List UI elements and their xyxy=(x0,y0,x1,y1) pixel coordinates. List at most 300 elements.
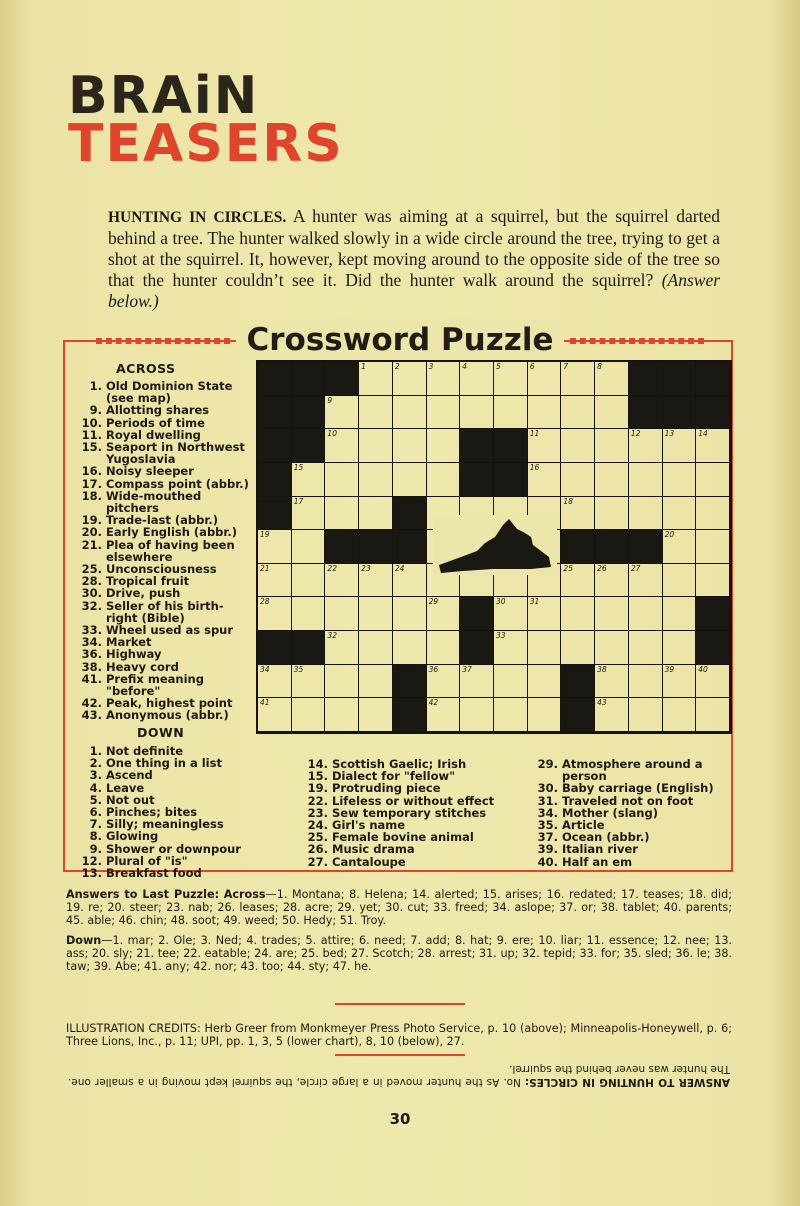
grid-cell xyxy=(595,429,629,463)
grid-cell xyxy=(393,698,427,732)
grid-cell xyxy=(561,396,595,430)
grid-cell xyxy=(528,631,562,665)
clue-text: Article xyxy=(562,818,605,833)
down-clue-list-1 xyxy=(80,745,260,879)
cell-number: 16 xyxy=(529,462,540,472)
down-clue-list-3 xyxy=(536,758,732,868)
grid-cell xyxy=(595,631,629,665)
grid-cell xyxy=(595,463,629,497)
grid-cell xyxy=(595,396,629,430)
clue-text: Cantaloupe xyxy=(332,854,406,869)
clue-text: Shower or downpour xyxy=(106,841,241,856)
grid-cell xyxy=(359,362,393,396)
grid-cell xyxy=(663,564,697,598)
cell-number: 17 xyxy=(293,496,304,506)
grid-cell xyxy=(595,698,629,732)
grid-cell xyxy=(561,463,595,497)
grid-cell xyxy=(595,497,629,531)
cell-number: 20 xyxy=(664,530,675,540)
clue-number: 18. xyxy=(81,488,102,503)
clue-item xyxy=(80,709,252,721)
grid-cell xyxy=(561,564,595,598)
grid-cell xyxy=(427,597,461,631)
grid-cell xyxy=(528,698,562,732)
puzzle-title: Crossword Puzzle xyxy=(236,318,564,362)
clue-number: 32. xyxy=(81,598,102,613)
grid-cell xyxy=(494,597,528,631)
clue-number: 37. xyxy=(537,830,558,845)
cell-number: 10 xyxy=(327,429,337,439)
grid-cell xyxy=(494,698,528,732)
grid-cell xyxy=(258,497,292,531)
clue-number: 19. xyxy=(307,781,328,796)
grid-cell xyxy=(696,631,730,665)
clue-text: Anonymous (abbr.) xyxy=(106,708,229,723)
grid-cell xyxy=(494,396,528,430)
grid-cell xyxy=(528,463,562,497)
grid-cell xyxy=(629,564,663,598)
upside-answer-label: ANSWER TO HUNTING IN CIRCLES: xyxy=(524,1076,730,1088)
grid-cell xyxy=(494,463,528,497)
clue-text: Lifeless or without effect xyxy=(332,793,495,808)
grid-cell xyxy=(696,530,730,564)
grid-cell xyxy=(629,631,663,665)
clue-text: Early English (abbr.) xyxy=(106,525,238,540)
clue-number: 8. xyxy=(89,829,102,844)
grid-cell xyxy=(561,698,595,732)
grid-cell xyxy=(663,631,697,665)
clue-number: 43. xyxy=(81,708,102,723)
grid-cell xyxy=(663,497,697,531)
clue-item xyxy=(80,867,260,879)
grid-cell xyxy=(696,497,730,531)
page-number: 30 xyxy=(389,1110,411,1128)
clue-number: 5. xyxy=(89,792,102,807)
cell-number: 27 xyxy=(630,563,641,573)
grid-cell xyxy=(393,597,427,631)
cell-number: 8 xyxy=(597,362,602,371)
cell-number: 33 xyxy=(496,631,506,641)
separator-rule-1 xyxy=(335,1003,465,1005)
clue-text: Unconsciousness xyxy=(106,562,217,577)
clue-text: Silly; meaningless xyxy=(106,817,224,832)
clue-text: Ocean (abbr.) xyxy=(562,830,650,845)
cell-number: 37 xyxy=(462,664,472,674)
clue-number: 27. xyxy=(307,854,328,869)
grid-cell xyxy=(696,429,730,463)
grid-cell xyxy=(325,530,359,564)
cell-number: 7 xyxy=(563,362,569,371)
grid-cell xyxy=(359,564,393,598)
clue-text: Pinches; bites xyxy=(106,805,198,820)
clue-text: Not out xyxy=(106,792,155,807)
answers-across-label: Across xyxy=(223,888,266,901)
cell-number: 40 xyxy=(698,664,708,674)
grid-cell xyxy=(528,597,562,631)
grid-cell xyxy=(528,665,562,699)
intro-heading: HUNTING IN CIRCLES. xyxy=(108,209,287,226)
clue-number: 1. xyxy=(89,379,102,393)
grid-cell xyxy=(325,597,359,631)
grid-cell xyxy=(258,463,292,497)
brain-teasers-title xyxy=(68,66,344,174)
grid-cell xyxy=(393,429,427,463)
grid-cell xyxy=(292,631,326,665)
grid-cell xyxy=(427,463,461,497)
cell-number: 23 xyxy=(361,563,371,573)
grid-cell xyxy=(393,396,427,430)
clue-text: Seller of his birth-right (Bible) xyxy=(106,598,224,625)
clue-text: Old Dominion State (see map) xyxy=(106,379,233,406)
clue-text: Ascend xyxy=(106,768,153,783)
separator-rule-2 xyxy=(335,1054,465,1056)
grid-cell xyxy=(460,463,494,497)
grid-cell xyxy=(325,497,359,531)
clue-text: Drive, push xyxy=(106,586,181,601)
cell-number: 14 xyxy=(698,429,708,439)
grid-cell xyxy=(325,396,359,430)
clue-number: 26. xyxy=(307,842,328,857)
clue-text: Music drama xyxy=(332,842,415,857)
clue-number: 9. xyxy=(89,403,102,418)
clue-text: Girl's name xyxy=(332,818,406,833)
grid-cell xyxy=(561,665,595,699)
clue-item xyxy=(306,856,516,868)
grid-cell xyxy=(460,597,494,631)
grid-cell xyxy=(663,362,697,396)
clue-number: 23. xyxy=(307,805,328,820)
grid-cell xyxy=(359,631,393,665)
grid-cell xyxy=(359,665,393,699)
grid-cell xyxy=(325,698,359,732)
intro-text: A hunter was aiming at a squirrel, but the squirrel darted behind a tree. The hunter walked slowly in a wide circle around the tree, trying to get a shot at the squirrel. It, however, kept moving around to the opposite side of the tree so that the hunter couldn’t see it. Did the hunter walk around the squirrel? xyxy=(108,206,720,290)
grid-cell xyxy=(696,564,730,598)
grid-cell xyxy=(595,362,629,396)
grid-cell xyxy=(494,665,528,699)
clue-number: 22. xyxy=(307,793,328,808)
grid-cell xyxy=(460,396,494,430)
grid-cell xyxy=(629,429,663,463)
cell-number: 18 xyxy=(563,496,573,506)
grid-cell xyxy=(359,597,393,631)
answers-across-line xyxy=(66,888,732,928)
grid-cell xyxy=(595,530,629,564)
answers-down-line xyxy=(66,934,732,974)
clue-text: Protruding piece xyxy=(332,781,441,796)
clue-text: Peak, highest point xyxy=(106,696,233,711)
clue-number: 1. xyxy=(89,744,102,758)
clue-text: Tropical fruit xyxy=(106,574,190,589)
cell-number: 22 xyxy=(327,563,337,573)
cell-number: 36 xyxy=(428,664,439,674)
clue-item xyxy=(536,758,732,782)
grid-cell xyxy=(325,429,359,463)
clue-text: Dialect for "fellow" xyxy=(332,769,456,784)
clue-item xyxy=(80,441,252,465)
cell-number: 25 xyxy=(563,563,573,573)
clue-item xyxy=(80,380,252,404)
intro-paragraph xyxy=(108,206,720,312)
clue-number: 15. xyxy=(307,769,328,784)
grid-cell xyxy=(292,429,326,463)
grid-cell xyxy=(292,362,326,396)
grid-cell xyxy=(629,530,663,564)
clue-text: Compass point (abbr.) xyxy=(106,476,249,491)
clue-text: Noisy sleeper xyxy=(106,464,194,479)
cell-number: 35 xyxy=(293,664,304,674)
clue-number: 39. xyxy=(537,842,558,857)
clue-text: Glowing xyxy=(106,829,159,844)
clue-number: 16. xyxy=(81,464,102,479)
grid-cell xyxy=(325,362,359,396)
cell-number: 38 xyxy=(597,664,607,674)
down-clue-list-2 xyxy=(306,758,516,868)
cell-number: 28 xyxy=(260,597,270,607)
clue-text: Plea of having been elsewhere xyxy=(106,537,235,564)
clue-text: Seaport in Northwest Yugoslavia xyxy=(106,440,245,467)
last-puzzle-answers xyxy=(66,888,732,973)
grid-cell xyxy=(292,564,326,598)
grid-cell xyxy=(561,362,595,396)
grid-cell xyxy=(258,396,292,430)
grid-cell xyxy=(696,698,730,732)
grid-cell xyxy=(393,362,427,396)
grid-cell xyxy=(663,665,697,699)
clue-number: 30. xyxy=(81,586,102,601)
grid-cell xyxy=(528,396,562,430)
clue-text: Baby carriage (English) xyxy=(562,781,714,796)
grid-cell xyxy=(258,698,292,732)
clue-item xyxy=(80,490,252,514)
grid-cell xyxy=(292,597,326,631)
grid-cell xyxy=(460,698,494,732)
grid-cell xyxy=(663,530,697,564)
clue-number: 20. xyxy=(81,525,102,540)
grid-cell xyxy=(393,665,427,699)
clue-number: 28. xyxy=(81,574,102,589)
grid-cell xyxy=(629,698,663,732)
grid-cell xyxy=(292,698,326,732)
clue-number: 3. xyxy=(89,768,102,783)
cell-number: 11 xyxy=(529,429,540,439)
clue-text: Atmosphere around a person xyxy=(562,757,703,784)
grid-cell xyxy=(292,396,326,430)
grid-cell xyxy=(359,429,393,463)
cell-number: 1 xyxy=(361,362,366,371)
clue-number: 25. xyxy=(307,830,328,845)
clue-number: 10. xyxy=(81,415,102,430)
cell-number: 12 xyxy=(630,429,641,439)
clue-text: Leave xyxy=(106,780,145,795)
clue-number: 12. xyxy=(81,853,102,868)
grid-cell xyxy=(494,362,528,396)
clue-text: Sew temporary stitches xyxy=(332,805,487,820)
grid-cell xyxy=(663,429,697,463)
grid-cell xyxy=(561,429,595,463)
grid-cell xyxy=(325,631,359,665)
grid-cell xyxy=(696,396,730,430)
grid-cell xyxy=(460,429,494,463)
grid-cell xyxy=(460,665,494,699)
clue-text: Scottish Gaelic; Irish xyxy=(332,757,467,771)
grid-cell xyxy=(696,463,730,497)
grid-cell xyxy=(393,497,427,531)
grid-cell xyxy=(629,362,663,396)
cell-number: 6 xyxy=(529,362,535,371)
clue-number: 33. xyxy=(81,623,102,638)
cell-number: 30 xyxy=(496,597,506,607)
cell-number: 34 xyxy=(260,664,270,674)
clue-number: 34. xyxy=(537,805,558,820)
cell-number: 19 xyxy=(260,530,270,540)
grid-cell xyxy=(325,665,359,699)
virginia-map xyxy=(433,515,557,575)
cell-number: 42 xyxy=(428,698,439,708)
frame-dash-right xyxy=(570,338,704,344)
cell-number: 31 xyxy=(529,597,540,607)
grid-cell xyxy=(325,463,359,497)
cell-number: 13 xyxy=(664,429,675,439)
grid-cell xyxy=(663,396,697,430)
cell-number: 24 xyxy=(394,563,405,573)
clue-text: Breakfast food xyxy=(106,866,202,881)
clue-text: Periods of time xyxy=(106,415,205,430)
intro-answer-note: (Answer below.) xyxy=(108,270,721,311)
cell-number: 4 xyxy=(462,362,468,371)
title-line-2: TEASERS xyxy=(68,114,344,174)
clue-number: 25. xyxy=(81,562,102,577)
clue-text: Allotting shares xyxy=(106,403,210,418)
answers-down-label: Down xyxy=(66,933,102,947)
clue-number: 15. xyxy=(81,440,102,455)
grid-cell xyxy=(393,463,427,497)
cell-number: 41 xyxy=(260,698,270,708)
answers-label: Answers to Last Puzzle: xyxy=(66,888,220,901)
grid-cell xyxy=(460,362,494,396)
grid-cell xyxy=(258,362,292,396)
cell-number: 15 xyxy=(293,462,304,472)
clue-number: 4. xyxy=(89,780,102,795)
clue-number: 14. xyxy=(307,757,328,771)
clue-number: 21. xyxy=(81,537,102,552)
clue-text: Wheel used as spur xyxy=(106,623,234,638)
grid-cell xyxy=(561,530,595,564)
grid-cell xyxy=(595,665,629,699)
grid-cell xyxy=(427,631,461,665)
clue-item xyxy=(80,539,252,563)
clue-text: Royal dwelling xyxy=(106,427,201,442)
clue-number: 11. xyxy=(81,427,102,442)
cell-number: 32 xyxy=(327,631,337,641)
clue-number: 13. xyxy=(81,866,102,881)
clue-text: Plural of "is" xyxy=(106,853,188,868)
grid-cell xyxy=(393,530,427,564)
cell-number: 39 xyxy=(664,664,675,674)
clue-text: Mother (slang) xyxy=(562,805,658,820)
cell-number: 2 xyxy=(394,362,400,371)
grid-cell xyxy=(629,497,663,531)
clue-text: Highway xyxy=(106,647,162,662)
clue-number: 36. xyxy=(81,647,102,662)
illustration-credits: ILLUSTRATION CREDITS: Herb Greer from Monkmeyer Press Photo Service, p. 10 (above); Minneapolis-Honeywell, p. 6; Three Lions, Inc., p. 11; UPI, pp. 1, 3, 5 (lower chart), 8, 10 (below), 27. xyxy=(66,1022,732,1049)
clue-text: Trade-last (abbr.) xyxy=(106,513,219,528)
grid-cell xyxy=(561,597,595,631)
grid-cell xyxy=(292,463,326,497)
grid-cell xyxy=(258,631,292,665)
grid-cell xyxy=(494,429,528,463)
cell-number: 43 xyxy=(597,698,607,708)
grid-cell xyxy=(359,463,393,497)
clue-number: 40. xyxy=(537,854,558,869)
grid-cell xyxy=(292,497,326,531)
grid-cell xyxy=(427,698,461,732)
grid-cell xyxy=(561,631,595,665)
grid-cell xyxy=(427,429,461,463)
across-clue-list xyxy=(80,380,252,722)
frame-dash-left xyxy=(96,338,230,344)
grid-cell xyxy=(325,564,359,598)
grid-cell xyxy=(292,665,326,699)
cell-number: 5 xyxy=(496,362,501,371)
clue-number: 29. xyxy=(537,757,558,771)
answers-across-text: —1. Montana; 8. Helena; 14. alerted; 15. arises; 16. redated; 17. teases; 18. did; 19. re; 20. steer; 23. nab; 26. leases; 28. acre; 29. yet; 30. cut; 33. freed; 34. aslope; 37. or; 38. tablet; 40. parents; 45. able; 46. chin; 48. soot; 49. weed; 50. Hedy; 51. Troy. xyxy=(66,888,732,928)
clue-number: 17. xyxy=(81,476,102,491)
grid-cell xyxy=(561,497,595,531)
down-heading: DOWN xyxy=(137,725,185,740)
grid-cell xyxy=(258,530,292,564)
grid-cell xyxy=(629,463,663,497)
clue-number: 38. xyxy=(81,659,102,674)
grid-cell xyxy=(359,497,393,531)
grid-cell xyxy=(629,396,663,430)
clue-number: 34. xyxy=(81,635,102,650)
answers-down-text: —1. mar; 2. Ole; 3. Ned; 4. trades; 5. attire; 6. need; 7. add; 8. hat; 9. ere; 10. liar; 11. essence; 12. nee; 13. ass; 20. sly; 21. tee; 22. eatable; 24. are; 25. bed; 27. Scotch; 28. arrest; 31. up; 32. tepid; 33. for; 35. sled; 36. le; 38. taw; 39. Abe; 41. any; 42. nor; 43. too; 44. sty; 47. he. xyxy=(66,933,732,974)
cell-number: 9 xyxy=(327,395,333,405)
cell-number: 3 xyxy=(428,362,434,371)
clue-number: 19. xyxy=(81,513,102,528)
grid-cell xyxy=(494,631,528,665)
grid-cell xyxy=(258,564,292,598)
grid-cell xyxy=(359,530,393,564)
grid-cell xyxy=(427,396,461,430)
clue-text: Prefix meaning "before" xyxy=(106,671,204,699)
grid-cell xyxy=(258,429,292,463)
clue-text: Traveled not on foot xyxy=(562,793,694,808)
clue-text: Female bovine animal xyxy=(332,830,474,845)
grid-cell xyxy=(629,597,663,631)
grid-cell xyxy=(528,362,562,396)
clue-text: Wide-mouthed pitchers xyxy=(106,488,202,516)
grid-cell xyxy=(696,597,730,631)
grid-cell xyxy=(427,665,461,699)
clue-item xyxy=(536,856,732,868)
cell-number: 26 xyxy=(597,563,607,573)
clue-text: Not definite xyxy=(106,744,184,758)
grid-cell xyxy=(528,429,562,463)
across-heading: ACROSS xyxy=(116,361,176,376)
clue-text: Heavy cord xyxy=(106,659,179,674)
grid-cell xyxy=(663,698,697,732)
clue-number: 2. xyxy=(89,756,102,771)
clue-item xyxy=(80,673,252,697)
clue-number: 31. xyxy=(537,793,558,808)
grid-cell xyxy=(359,396,393,430)
clue-number: 9. xyxy=(89,841,102,856)
grid-cell xyxy=(663,597,697,631)
virginia-map-icon xyxy=(433,515,557,575)
grid-cell xyxy=(258,597,292,631)
clue-text: Italian river xyxy=(562,842,638,857)
